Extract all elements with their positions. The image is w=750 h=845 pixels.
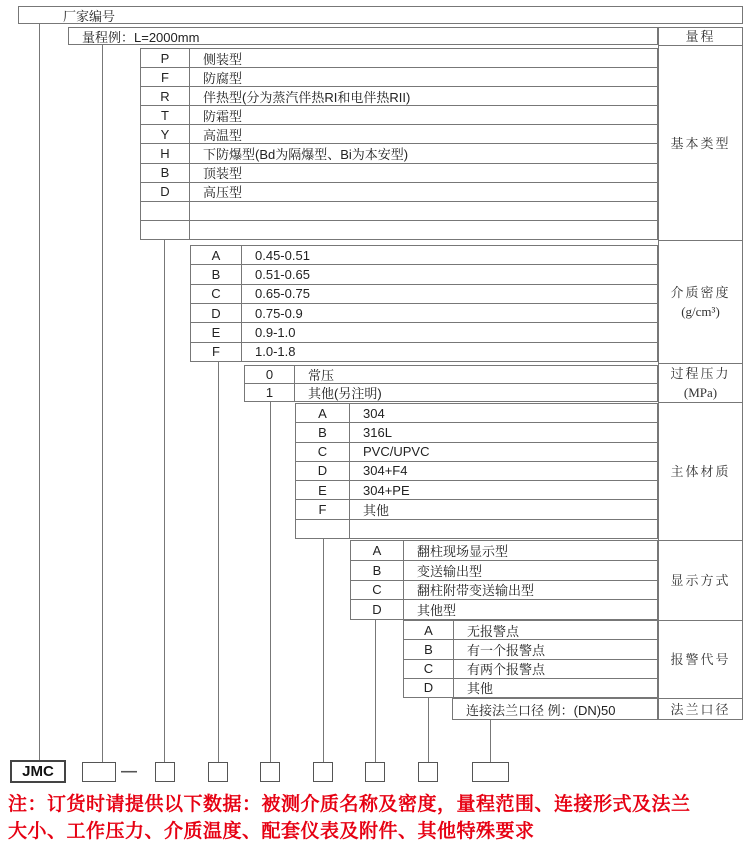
code-box-display-mode xyxy=(365,762,385,782)
connector-display-mode xyxy=(375,620,376,762)
desc-cell: 1.0-1.8 xyxy=(255,344,296,360)
desc-cell: 常压 xyxy=(308,368,335,383)
label-alarm-code: 报警代号 xyxy=(659,621,742,699)
connector-basic-type xyxy=(164,240,165,762)
table-row xyxy=(296,423,657,442)
label-process-pressure-unit: (MPa) xyxy=(683,385,718,400)
code-cell: D xyxy=(191,304,242,322)
desc-cell: 翻柱现场显示型 xyxy=(417,543,509,559)
alarm-code-table xyxy=(403,620,658,698)
code-cell: B xyxy=(191,265,242,283)
code-cell: R xyxy=(141,87,190,105)
table-row xyxy=(141,144,657,163)
code-cell xyxy=(296,520,350,538)
table-row xyxy=(191,246,657,265)
connector-medium-density xyxy=(218,362,219,762)
body-material-table xyxy=(295,403,658,539)
desc-cell: 0.65-0.75 xyxy=(255,286,310,302)
desc-cell: 其他型 xyxy=(417,603,457,619)
desc-cell: 有一个报警点 xyxy=(467,642,546,658)
code-cell: C xyxy=(191,285,242,303)
process-pressure-table xyxy=(244,365,658,402)
desc-cell: PVC/UPVC xyxy=(363,444,430,460)
connector-alarm-code xyxy=(428,698,429,762)
table-row xyxy=(141,221,657,239)
desc-cell: 变送输出型 xyxy=(417,563,483,579)
desc-cell: 高压型 xyxy=(203,185,243,201)
table-row xyxy=(296,462,657,481)
code-cell: B xyxy=(404,640,454,658)
code-cell: D xyxy=(404,679,454,697)
desc-cell: 0.45-0.51 xyxy=(255,247,310,263)
table-row xyxy=(296,500,657,519)
desc-cell: 伴热型(分为蒸汽伴热RI和电伴热RII) xyxy=(203,89,411,105)
flange-size-text: 连接法兰口径 例：(DN)50 xyxy=(466,702,616,718)
label-basic-type: 基本类型 xyxy=(659,46,742,241)
code-cell: E xyxy=(296,481,350,499)
desc-cell: 0.9-1.0 xyxy=(255,324,296,340)
table-row xyxy=(191,323,657,342)
code-cell: D xyxy=(351,600,404,619)
table-row xyxy=(351,541,657,561)
desc-cell: 304+F4 xyxy=(363,463,408,479)
code-cell: B xyxy=(296,423,350,441)
label-process-pressure: 过程压力 (MPa) xyxy=(659,364,742,403)
desc-cell: 316L xyxy=(363,424,392,440)
desc-cell: 0.51-0.65 xyxy=(255,266,310,282)
table-row xyxy=(191,304,657,323)
table-row xyxy=(191,285,657,304)
table-row xyxy=(141,87,657,106)
table-row xyxy=(296,481,657,500)
code-cell: A xyxy=(296,404,350,422)
code-cell: B xyxy=(351,561,404,580)
code-cell xyxy=(141,221,190,239)
desc-cell: 侧装型 xyxy=(203,51,243,67)
desc-cell: 304 xyxy=(363,405,385,421)
table-row xyxy=(141,49,657,68)
flange-size-row xyxy=(452,698,658,720)
code-box-alarm-code xyxy=(418,762,438,782)
table-row xyxy=(141,164,657,183)
code-cell: 1 xyxy=(245,384,295,401)
code-cell: D xyxy=(141,183,190,201)
code-cell: H xyxy=(141,144,190,162)
category-label-column xyxy=(658,27,743,720)
ordering-note xyxy=(8,791,691,845)
desc-cell: 防霜型 xyxy=(203,108,243,124)
code-cell: B xyxy=(141,164,190,182)
model-prefix-box xyxy=(10,760,66,783)
connector-manufacturer xyxy=(39,24,40,762)
code-cell: C xyxy=(351,581,404,600)
table-row xyxy=(404,660,657,679)
range-row xyxy=(68,27,658,45)
code-box-medium-density xyxy=(208,762,228,782)
table-row xyxy=(141,202,657,221)
code-cell: 0 xyxy=(245,366,295,383)
code-cell xyxy=(141,202,190,220)
code-box-range xyxy=(82,762,116,782)
label-display-mode: 显示方式 xyxy=(659,541,742,621)
desc-cell: 其他(另注明) xyxy=(308,386,382,401)
table-row xyxy=(191,265,657,284)
desc-cell xyxy=(190,221,657,239)
label-medium-density-unit: (g/cm³) xyxy=(681,304,720,319)
table-row xyxy=(296,404,657,423)
connector-range xyxy=(102,45,103,762)
model-prefix-label: JMC xyxy=(22,763,54,780)
ordering-note-line1: 注：订货时请提供以下数据：被测介质名称及密度，量程范围、连接形式及法兰 xyxy=(8,794,691,815)
table-row xyxy=(296,443,657,462)
code-cell: A xyxy=(404,621,454,639)
code-cell: C xyxy=(296,443,350,461)
table-row xyxy=(141,125,657,144)
table-row xyxy=(141,68,657,87)
table-row xyxy=(141,106,657,125)
table-row xyxy=(351,581,657,601)
table-row xyxy=(245,366,657,384)
desc-cell: 0.75-0.9 xyxy=(255,305,303,321)
code-box-flange-size xyxy=(472,762,509,782)
label-flange-size: 法兰口径 xyxy=(670,701,731,717)
code-cell: E xyxy=(191,323,242,341)
desc-cell: 顶装型 xyxy=(203,166,243,182)
table-row xyxy=(404,640,657,659)
display-mode-table xyxy=(350,540,658,620)
table-row xyxy=(296,520,657,538)
desc-cell: 有两个报警点 xyxy=(467,662,546,678)
table-row xyxy=(404,679,657,697)
manufacturer-row xyxy=(18,6,743,24)
desc-cell: 无报警点 xyxy=(467,623,520,639)
manufacturer-label: 厂家编号 xyxy=(63,8,116,24)
desc-cell: 高温型 xyxy=(203,127,243,143)
table-row xyxy=(351,600,657,619)
desc-cell: 下防爆型(Bd为隔爆型、Bi为本安型) xyxy=(203,147,409,163)
code-cell: A xyxy=(191,246,242,264)
basic-type-table xyxy=(140,48,658,240)
code-cell: T xyxy=(141,106,190,124)
code-box-body-material xyxy=(313,762,333,782)
desc-cell xyxy=(190,202,657,220)
label-range: 量程 xyxy=(659,28,742,46)
code-cell: A xyxy=(351,541,404,560)
table-row xyxy=(191,343,657,361)
code-cell: F xyxy=(191,343,242,361)
desc-cell: 防腐型 xyxy=(203,70,243,86)
label-medium-density: 介质密度 (g/cm³) xyxy=(659,241,742,364)
label-body-material: 主体材质 xyxy=(659,403,742,541)
table-row xyxy=(351,561,657,581)
model-code-separator: — xyxy=(121,763,137,780)
table-row xyxy=(141,183,657,202)
connector-body-material xyxy=(323,539,324,762)
range-example-label: 量程例：L=2000mm xyxy=(82,29,200,45)
desc-cell: 304+PE xyxy=(363,482,410,498)
desc-cell xyxy=(350,520,657,538)
code-cell: F xyxy=(141,68,190,86)
code-cell: C xyxy=(404,660,454,678)
ordering-note-line2: 大小、工作压力、介质温度、配套仪表及附件、其他特殊要求 xyxy=(8,821,535,842)
medium-density-table xyxy=(190,245,658,362)
desc-cell: 翻柱附带变送输出型 xyxy=(417,583,535,599)
code-cell: D xyxy=(296,462,350,480)
desc-cell: 其他 xyxy=(467,681,494,697)
connector-process-pressure xyxy=(270,402,271,762)
code-cell: P xyxy=(141,49,190,67)
code-box-process-pressure xyxy=(260,762,280,782)
code-box-basic-type xyxy=(155,762,175,782)
table-row xyxy=(404,621,657,640)
code-cell: Y xyxy=(141,125,190,143)
desc-cell: 其他 xyxy=(363,503,390,519)
connector-flange-size xyxy=(490,720,491,762)
table-row xyxy=(245,384,657,401)
code-cell: F xyxy=(296,500,350,518)
